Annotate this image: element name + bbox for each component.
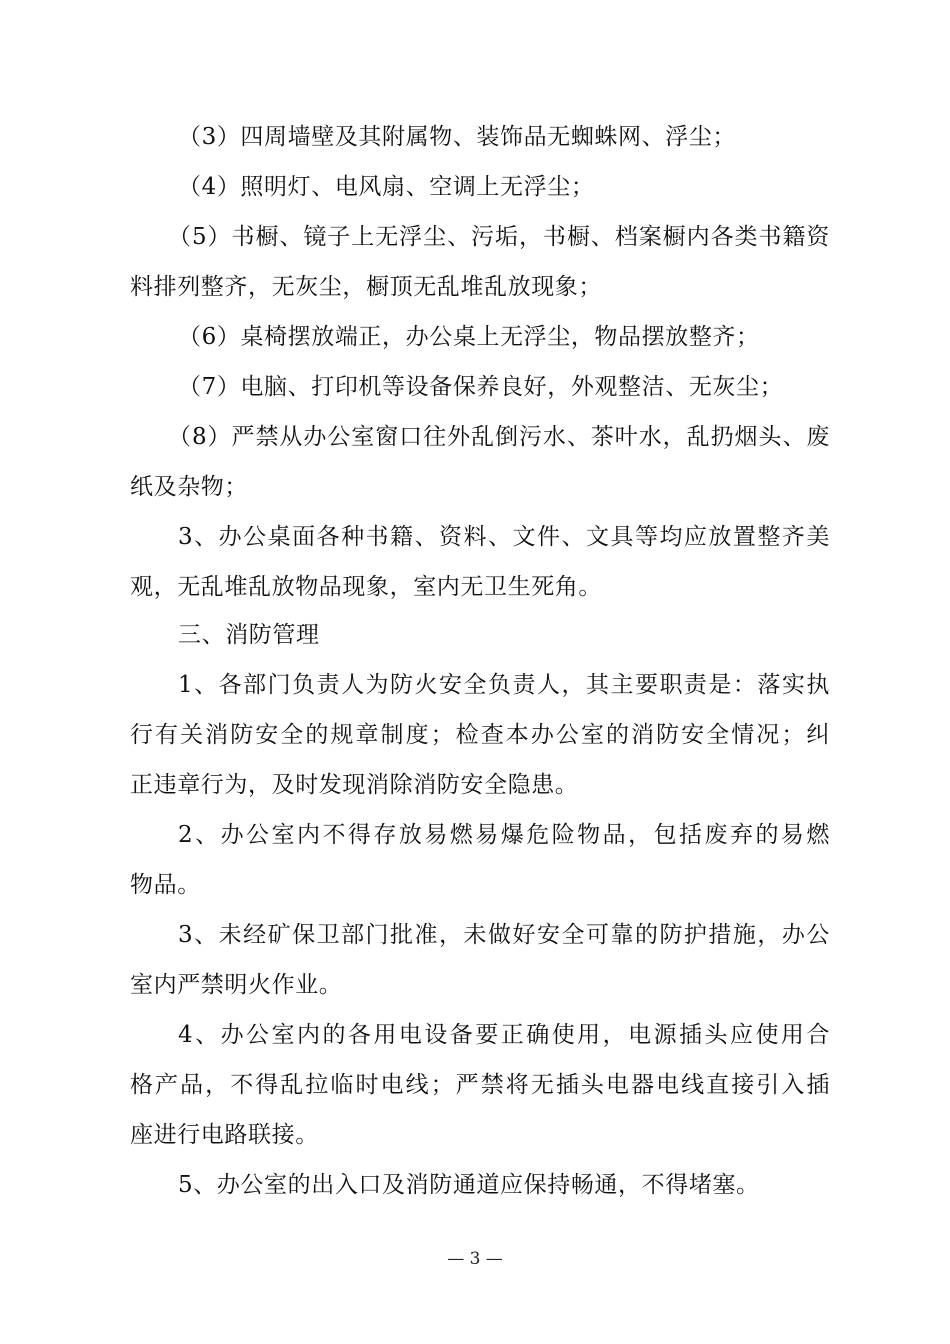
fire-paragraph-4-line-2: 格产品，不得乱拉临时电线；严禁将无插头电器电线直接引入插 bbox=[130, 1072, 830, 1098]
page-number: — 3 — bbox=[447, 1249, 503, 1269]
section-heading-fire-management: 三、消防管理 bbox=[178, 622, 320, 648]
fire-paragraph-4-line-3: 座进行电路联接。 bbox=[130, 1122, 319, 1148]
fire-paragraph-1-line-2: 行有关消防安全的规章制度；检查本办公室的消防安全情况；纠 bbox=[130, 722, 830, 748]
paragraph-item-8-line-2: 纸及杂物； bbox=[130, 474, 248, 500]
fire-paragraph-5: 5、办公室的出入口及消防通道应保持畅通，不得堵塞。 bbox=[178, 1172, 760, 1198]
fire-paragraph-4-line-1: 4、办公室内的各用电设备要正确使用，电源插头应使用合 bbox=[178, 1022, 830, 1048]
paragraph-3-line-2: 观，无乱堆乱放物品现象，室内无卫生死角。 bbox=[130, 574, 602, 600]
paragraph-item-3: （3）四周墙壁及其附属物、装饰品无蜘蛛网、浮尘； bbox=[178, 124, 737, 150]
paragraph-item-8-line-1: （8）严禁从办公室窗口往外乱倒污水、茶叶水，乱扔烟头、废 bbox=[168, 424, 830, 450]
fire-paragraph-1-line-3: 正违章行为，及时发现消除消防安全隐患。 bbox=[130, 772, 579, 798]
paragraph-item-7: （7）电脑、打印机等设备保养良好，外观整洁、无灰尘； bbox=[178, 374, 784, 400]
fire-paragraph-1-line-1: 1、各部门负责人为防火安全负责人，其主要职责是：落实执 bbox=[178, 672, 830, 698]
fire-paragraph-2-line-1: 2、办公室内不得存放易燃易爆危险物品，包括废弃的易燃 bbox=[178, 822, 830, 848]
paragraph-item-5-line-2: 料排列整齐，无灰尘，橱顶无乱堆乱放现象； bbox=[130, 274, 602, 300]
fire-paragraph-3-line-2: 室内严禁明火作业。 bbox=[130, 972, 343, 998]
paragraph-item-4: （4）照明灯、电风扇、空调上无浮尘； bbox=[178, 174, 595, 200]
paragraph-item-6: （6）桌椅摆放端正，办公桌上无浮尘，物品摆放整齐； bbox=[178, 324, 760, 350]
paragraph-item-5-line-1: （5）书橱、镜子上无浮尘、污垢，书橱、档案橱内各类书籍资 bbox=[168, 224, 830, 250]
fire-paragraph-2-line-2: 物品。 bbox=[130, 872, 201, 898]
paragraph-3-line-1: 3、办公桌面各种书籍、资料、文件、文具等均应放置整齐美 bbox=[178, 524, 830, 550]
fire-paragraph-3-line-1: 3、未经矿保卫部门批准，未做好安全可靠的防护措施，办公 bbox=[178, 922, 830, 948]
